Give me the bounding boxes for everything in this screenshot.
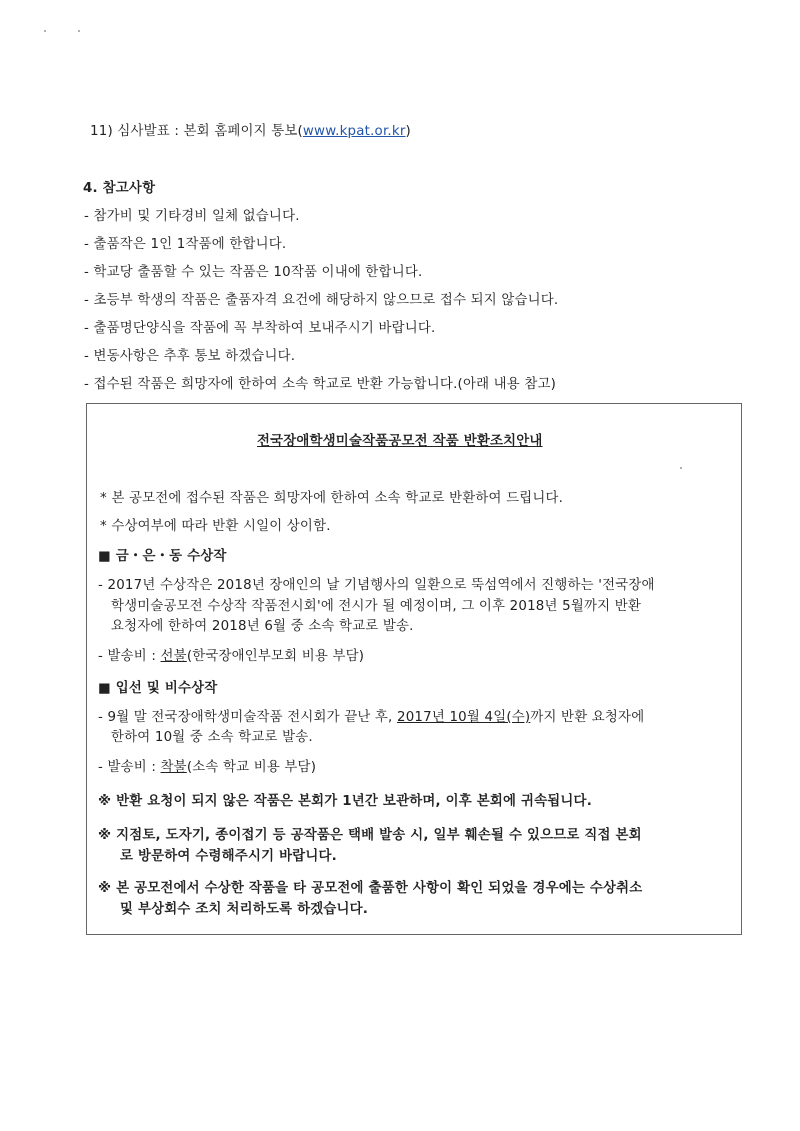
scan-speck	[78, 30, 80, 32]
reference-item: - 초등부 학생의 작품은 출품자격 요건에 해당하지 않으므로 접수 되지 않습니다.	[84, 293, 559, 308]
reference-item: - 출품작은 1인 1작품에 한합니다.	[84, 237, 287, 252]
shipping-fee-label: - 발송비 :	[98, 760, 161, 775]
notice-title: 전국장애학생미술작품공모전 작품 반환조치안내	[257, 434, 543, 449]
notice-star-item: * 본 공모전에 접수된 작품은 희망자에 한하여 소속 학교로 반환하여 드립니다.	[100, 491, 564, 506]
item-11-text: 11) 심사발표 : 본회 홈페이지 통보(	[90, 124, 303, 139]
shipping-fee-note: (소속 학교 비용 부담)	[186, 760, 317, 775]
gold-detail-line: - 2017년 수상작은 2018년 장애인의 날 기념행사의 일환으로 뚝섬역에서 진행하는 '전국장애	[98, 578, 655, 593]
section-title-references: 4. 참고사항	[83, 181, 156, 196]
return-deadline-date: 2017년 10월 4일(수)	[396, 710, 531, 725]
gold-silver-bronze-heading: ■ 금・은・동 수상작	[98, 549, 227, 564]
reference-item: - 학교당 출품할 수 있는 작품은 10작품 이내에 한합니다.	[84, 265, 423, 280]
remark-duplicate-cont: 및 부상회수 조치 처리하도록 하겠습니다.	[120, 902, 369, 917]
entry-nonwinner-heading: ■ 입선 및 비수상작	[98, 681, 218, 696]
gold-shipping-fee	[98, 645, 364, 664]
prepaid-term: 선불	[160, 649, 187, 664]
entry-detail-line	[98, 706, 644, 725]
entry-detail-suffix: 까지 반환 요청자에	[530, 710, 645, 725]
website-link[interactable]: www.kpat.or.kr	[302, 124, 406, 139]
remark-crafts: ※ 지점토, 도자기, 종이접기 등 공작품은 택배 발송 시, 일부 훼손될 수 있으므로 직접 본회	[98, 828, 642, 843]
notice-star-item: * 수상여부에 따라 반환 시일이 상이함.	[100, 519, 331, 534]
item-11-suffix: )	[405, 124, 411, 139]
remark-duplicate: ※ 본 공모전에서 수상한 작품을 타 공모전에 출품한 사항이 확인 되었을 경우에는 수상취소	[98, 881, 643, 896]
remark-crafts-cont: 로 방문하여 수령해주시기 바랍니다.	[120, 849, 337, 864]
reference-item: - 변동사항은 추후 통보 하겠습니다.	[84, 349, 296, 364]
reference-item: - 참가비 및 기타경비 일체 없습니다.	[84, 209, 300, 224]
entry-detail-prefix: - 9월 말 전국장애학생미술작품 전시회가 끝난 후,	[98, 710, 397, 725]
shipping-fee-note: (한국장애인부모회 비용 부담)	[186, 649, 365, 664]
reference-item: - 출품명단양식을 작품에 꼭 부착하여 보내주시기 바랍니다.	[84, 321, 436, 336]
entry-shipping-fee	[98, 756, 316, 775]
remark-unclaimed: ※ 반환 요청이 되지 않은 작품은 본회가 1년간 보관하며, 이후 본회에 귀속됩니다.	[98, 794, 592, 809]
reference-item: - 접수된 작품은 희망자에 한하여 소속 학교로 반환 가능합니다.(아래 내용 참고)	[84, 377, 557, 392]
item-11-announcement	[90, 120, 411, 139]
entry-detail-line: 한하여 10월 중 소속 학교로 발송.	[111, 730, 313, 745]
shipping-fee-label: - 발송비 :	[98, 649, 161, 664]
cod-term: 착불	[160, 760, 187, 775]
gold-detail-line: 학생미술공모전 수상작 작품전시회'에 전시가 될 예정이며, 그 이후 2018년 5월까지 반환	[111, 599, 641, 614]
gold-detail-line: 요청자에 한하여 2018년 6월 중 소속 학교로 발송.	[111, 619, 414, 634]
scan-speck	[44, 30, 46, 32]
